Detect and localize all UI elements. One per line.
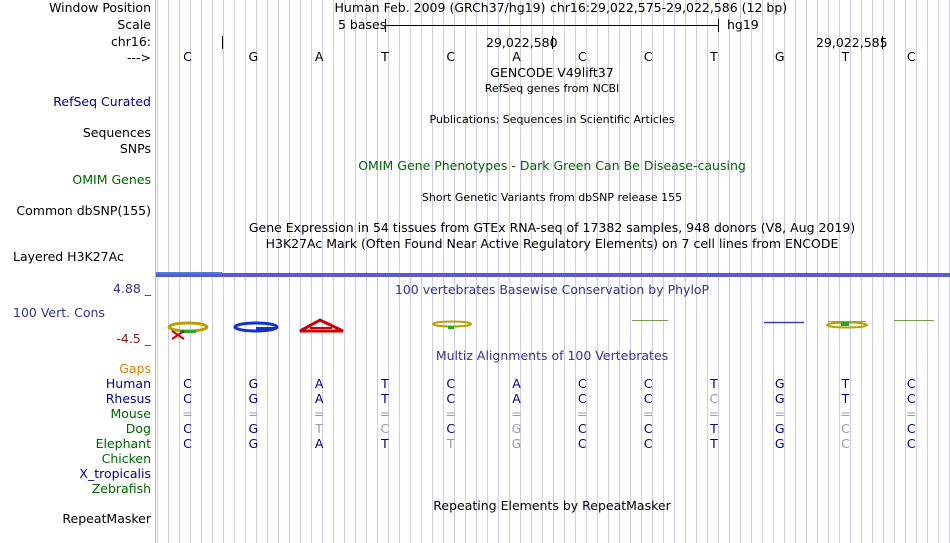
alignment-base: C: [643, 421, 653, 436]
alignment-base: G: [774, 436, 785, 451]
alignment-base: G: [774, 421, 785, 436]
reference-base: T: [381, 49, 389, 64]
repeat-title[interactable]: Repeating Elements by RepeatMasker: [433, 498, 671, 513]
alignment-base: =: [511, 406, 522, 421]
window-position-label: Window Position: [49, 0, 151, 15]
alignment-base: =: [774, 406, 785, 421]
alignment-base: T: [710, 421, 718, 436]
alignment-base: C: [183, 436, 192, 451]
reference-base: A: [314, 49, 324, 64]
track-label-refseq[interactable]: RefSeq Curated: [53, 94, 151, 109]
alignment-base: C: [906, 421, 916, 436]
conservation-sequence-logo: [169, 320, 934, 339]
alignment-base: C: [709, 391, 719, 406]
scale-label: Scale: [117, 17, 151, 32]
assembly-title: Human Feb. 2009 (GRCh37/hg19): [334, 0, 546, 15]
track-label-repeatmasker[interactable]: RepeatMasker: [62, 511, 151, 526]
logo-G: [235, 323, 277, 331]
alignment-base: C: [183, 376, 192, 391]
alignment-base: T: [381, 436, 389, 451]
alignment-base: T: [710, 376, 718, 391]
alignment-base: T: [841, 376, 850, 391]
scale-bar: [385, 19, 719, 32]
omim-title[interactable]: OMIM Gene Phenotypes - Dark Green Can Be Disease-causing: [358, 158, 746, 173]
db-text: hg19: [727, 17, 759, 32]
alignment-base: G: [248, 376, 259, 391]
reference-base: A: [512, 49, 521, 64]
alignment-base: C: [577, 436, 587, 451]
reference-base: C: [183, 49, 192, 64]
species-label-elephant[interactable]: Elephant: [95, 436, 151, 451]
species-label-mouse[interactable]: Mouse: [110, 406, 151, 421]
reference-base: G: [774, 49, 785, 64]
dbsnp-title[interactable]: Short Genetic Variants from dbSNP release 155: [421, 191, 683, 204]
alignment-base: =: [445, 406, 456, 421]
alignment-base: C: [841, 421, 850, 436]
track-label-dbsnp[interactable]: Common dbSNP(155): [16, 203, 151, 218]
gencode-title[interactable]: GENCODE V49lift37: [490, 65, 614, 80]
alignment-base: G: [248, 421, 259, 436]
species-label-x_tropicalis[interactable]: X_tropicalis: [79, 466, 151, 481]
alignment-base: =: [642, 406, 654, 421]
track-label-snps[interactable]: SNPs: [119, 141, 151, 156]
alignment-base: =: [906, 406, 917, 421]
scale-text: 5 bases: [338, 17, 387, 32]
track-label-cons[interactable]: 100 Vert. Cons: [13, 305, 105, 320]
chrom-label: chr16:: [110, 34, 151, 49]
alignment-base: T: [841, 391, 850, 406]
alignment-base: G: [511, 436, 522, 451]
alignment-base: C: [183, 421, 192, 436]
cons-max-value: 4.88 _: [112, 281, 151, 296]
multiz-title[interactable]: Multiz Alignments of 100 Vertebrates: [435, 348, 669, 363]
reference-base: C: [577, 49, 587, 64]
alignment-base: A: [314, 391, 324, 406]
alignment-base: A: [512, 376, 521, 391]
alignment-base: =: [708, 406, 720, 421]
species-label-rhesus[interactable]: Rhesus: [105, 391, 151, 406]
track-label-h3k27ac[interactable]: Layered H3K27Ac: [13, 249, 124, 264]
strand-label[interactable]: --->: [126, 50, 151, 65]
alignment-base: C: [906, 376, 916, 391]
coord-label-1: 29,022,580: [486, 35, 558, 50]
alignment-base: C: [577, 421, 587, 436]
alignment-base: T: [381, 376, 389, 391]
alignment-base: C: [643, 391, 653, 406]
alignment-base: A: [512, 391, 521, 406]
alignment-base: C: [906, 436, 916, 451]
alignment-base: =: [248, 406, 259, 421]
alignment-base: =: [379, 406, 391, 421]
alignment-base: C: [446, 421, 456, 436]
alignment-base: G: [248, 436, 259, 451]
cons-min-value: -4.5 _: [116, 331, 151, 346]
alignment-base: =: [840, 406, 851, 421]
reference-base: C: [906, 49, 916, 64]
coord-label-2: 29,022,585: [816, 35, 888, 50]
track-label-column: [0, 0, 155, 543]
pubs-title[interactable]: Publications: Sequences in Scientific Articles: [429, 113, 675, 126]
logo-A: [300, 320, 343, 331]
alignment-base: C: [577, 391, 587, 406]
track-label-gaps[interactable]: Gaps: [119, 361, 151, 376]
species-label-zebrafish[interactable]: Zebrafish: [91, 481, 151, 496]
alignment-base: A: [314, 436, 324, 451]
alignment-base: T: [381, 391, 389, 406]
conservation-track-marker: [156, 272, 222, 274]
refseq-title[interactable]: RefSeq genes from NCBI: [484, 82, 620, 95]
alignment-base: T: [446, 436, 455, 451]
alignment-base: C: [380, 421, 390, 436]
phylop-title[interactable]: 100 vertebrates Basewise Conservation by PhyloP: [394, 282, 710, 297]
reference-base: T: [710, 49, 718, 64]
reference-base: C: [446, 49, 456, 64]
alignment-base: C: [906, 391, 916, 406]
position-text: chr16:29,022,575-29,022,586 (12 bp): [550, 0, 788, 15]
alignment-base: C: [841, 436, 850, 451]
alignment-base: =: [182, 406, 193, 421]
alignment-base: C: [446, 376, 456, 391]
alignment-base: G: [511, 421, 522, 436]
conservation-track-separator: [156, 273, 950, 277]
alignment-base: C: [643, 376, 653, 391]
species-label-dog[interactable]: Dog: [125, 421, 151, 436]
alignment-base: T: [710, 436, 718, 451]
alignment-base: T: [315, 421, 323, 436]
species-label-human[interactable]: Human: [105, 376, 151, 391]
track-label-omim[interactable]: OMIM Genes: [72, 172, 151, 187]
alignment-base: A: [314, 376, 324, 391]
alignment-base: G: [774, 391, 785, 406]
alignment-base: =: [313, 406, 325, 421]
alignment-base: C: [183, 391, 192, 406]
h3k27ac-title[interactable]: H3K27Ac Mark (Often Found Near Active Regulatory Elements) on 7 cell lines from ENCODE: [265, 236, 839, 251]
reference-base: T: [841, 49, 850, 64]
track-label-sequences[interactable]: Sequences: [82, 125, 151, 140]
alignment-base: =: [577, 406, 588, 421]
species-label-chicken[interactable]: Chicken: [101, 451, 151, 466]
alignment-base: C: [643, 436, 653, 451]
reference-base: G: [248, 49, 259, 64]
alignment-base: G: [774, 376, 785, 391]
alignment-base: C: [577, 376, 587, 391]
reference-base: C: [643, 49, 653, 64]
gtex-title[interactable]: Gene Expression in 54 tissues from GTEx RNA-seq of 17382 samples, 948 donors (V8, Aug 2019): [248, 220, 856, 235]
alignment-base: G: [248, 391, 259, 406]
alignment-base: C: [446, 391, 456, 406]
